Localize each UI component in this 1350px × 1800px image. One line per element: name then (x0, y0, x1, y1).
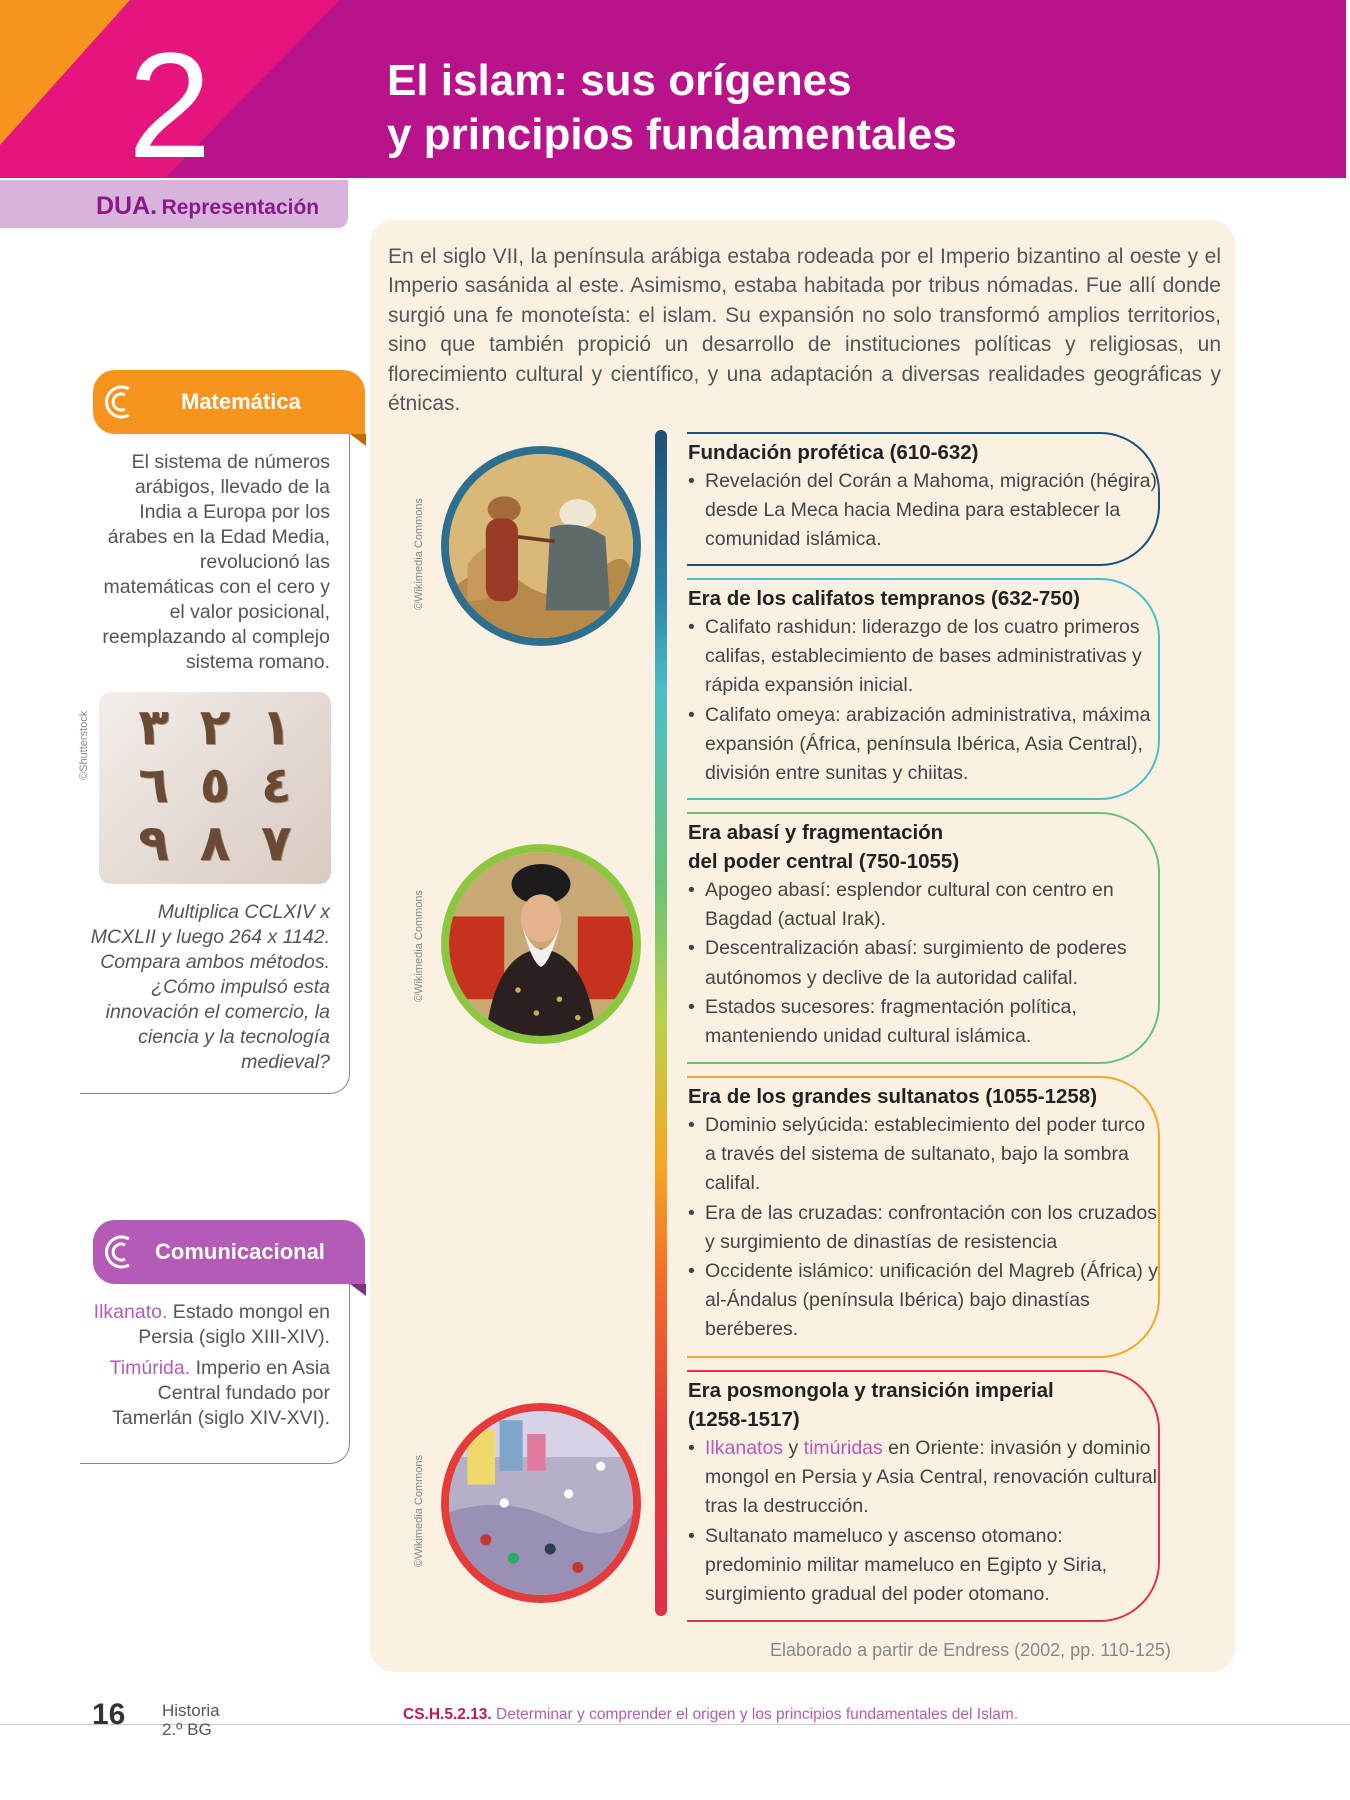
wikimedia-credit: ©Wikimedia Commons (413, 889, 425, 1002)
math-tab-label: Matemática (181, 389, 301, 414)
manuscript-illustration (449, 454, 633, 638)
era-early-caliphates (680, 584, 1160, 788)
math-question: Multiplica CCLXIV x MCXLII y luego 264 x 1142. Compara ambos métodos. ¿Cómo impulsó esta innovación el comercio, la ciencia y la tecnología medieval? (90, 901, 330, 1073)
sultan-portrait-illustration (449, 852, 633, 1036)
numeral: ٢ (199, 698, 231, 756)
era-title-line2: (1258-1517) (688, 1408, 800, 1431)
era-abbasid (680, 818, 1160, 1051)
chapter-title (387, 54, 957, 162)
era-title: Era de los califatos tempranos (632-750) (688, 587, 1080, 610)
era-title-line1: Era abasí y fragmentación (688, 821, 944, 844)
era-title: Era de los grandes sultanatos (1055-1258) (688, 1085, 1098, 1108)
chapter-number: 2 (128, 21, 212, 178)
portrait-prophetic (441, 446, 641, 646)
page-number: 16 (92, 1698, 126, 1731)
glossary-timurida (90, 1356, 330, 1431)
criterion-code: CS.H.5.2.13. (403, 1706, 492, 1723)
era-title-line1: Era posmongola y transición imperial (688, 1379, 1054, 1402)
tab-fold (350, 1284, 366, 1296)
chapter-title-line1: El islam: sus orígenes (387, 56, 852, 105)
glossary-term: Timúrida. (109, 1357, 191, 1379)
portrait-sultan (441, 844, 641, 1044)
era-post-mongol (680, 1376, 1160, 1609)
numeral: ٤ (261, 756, 292, 814)
intro-paragraph: En el siglo VII, la península arábiga estaba rodeada por el Imperio bizantino al oeste y el Imperio sasánida al este. Asimismo, estaba habitada por tribus nómadas. Fue allí donde surgió una fe monoteísta: el islam. Su expansión no solo transformó amplios territorios, sino que también propició un desarrollo de instituciones políticas y religiosas, un florecimiento cultural y científico, y una adaptación a diversas realidades geográficas y étnicas. (388, 245, 1221, 416)
c-swirl-icon (99, 380, 143, 424)
dua-type: Representación (161, 196, 320, 219)
glossary-def: Imperio en Asia Central fundado por Tamerlán (siglo XIV-XVI). (112, 1357, 330, 1429)
wikimedia-credit: ©Wikimedia Commons (413, 1454, 425, 1567)
connector: y (783, 1437, 804, 1459)
subject-label (162, 1701, 220, 1739)
era-item (688, 1434, 1160, 1522)
numeral: ٧ (261, 814, 292, 872)
c-swirl-icon (99, 1230, 143, 1274)
era-list (688, 1111, 1160, 1345)
era-item: • Apogeo abasí: esplendor cultural con centro en Bagdad (actual Irak). (688, 876, 1160, 934)
chapter-title-line2: y principios fundamentales (387, 110, 957, 159)
glossary-term: Ilkanatos (705, 1437, 784, 1459)
dua-label (0, 180, 348, 228)
glossary-term: timúridas (803, 1437, 883, 1459)
era-title (688, 818, 1160, 876)
comm-tab (93, 1220, 365, 1284)
arabic-numerals-image (99, 692, 331, 884)
era-item: • Occidente islámico: unificación del Magreb (África) y al-Ándalus (península Ibérica) bajo dinastías beréberes. (688, 1257, 1160, 1345)
comm-glossary (90, 1300, 330, 1437)
era-item: • Revelación del Corán a Mahoma, migración (hégira) desde La Meca hacia Medina para establecer la comunidad islámica. (688, 467, 1160, 555)
era-list (688, 1434, 1160, 1609)
timeline-bar (655, 430, 667, 1616)
numeral: ٣ (138, 698, 169, 756)
era-item-text: en Oriente: invasión y dominio mongol en Persia y Asia Central, renovación cultural tras la destrucción. (705, 1437, 1157, 1518)
era-title-line2: del poder central (750-1055) (688, 850, 960, 873)
era-item: • Sultanato mameluco y ascenso otomano: predominio militar mameluco en Egipto y Siria, surgimiento gradual del poder otomano. (688, 1522, 1160, 1610)
era-item: • Califato omeya: arabización administrativa, máxima expansión (África, península Ibérica, Asia Central), división entre sunitas y chiitas. (688, 701, 1160, 789)
portrait-battle (441, 1403, 641, 1603)
dua-prefix: DUA. (96, 192, 158, 220)
era-sultanates (680, 1082, 1160, 1345)
era-item: • Dominio selyúcida: establecimiento del poder turco a través del sistema de sultanato, bajo la sombra califal. (688, 1111, 1160, 1199)
glossary-ilkanato (90, 1300, 330, 1350)
shutterstock-credit: ©Shutterstock (78, 710, 90, 780)
era-list (688, 613, 1160, 788)
numeral: ٥ (199, 756, 231, 814)
era-title (688, 1376, 1160, 1434)
criterion-text: Determinar y comprender el origen y los principios fundamentales del Islam. (491, 1706, 1019, 1723)
numeral: ٩ (138, 814, 169, 872)
era-title: Fundación profética (610-632) (688, 441, 979, 464)
era-item: • Era de las cruzadas: confrontación con los cruzados y surgimiento de dinastías de resistencia (688, 1199, 1160, 1257)
grade-name: 2.º BG (162, 1720, 212, 1739)
skill-criterion (403, 1706, 1018, 1724)
glossary-term: Ilkanato. (93, 1301, 168, 1323)
glossary-def: Estado mongol en Persia (siglo XIII-XIV). (138, 1301, 330, 1348)
numeral: ٨ (199, 814, 231, 872)
battle-scene-illustration (449, 1411, 633, 1595)
subject-name: Historia (162, 1701, 220, 1720)
chapter-header (0, 0, 1350, 178)
era-prophetic (680, 438, 1160, 555)
era-list (688, 467, 1160, 555)
header-edge (1346, 0, 1350, 178)
comm-tab-label: Comunicacional (155, 1239, 325, 1264)
tab-fold (350, 434, 366, 446)
numeral: ٦ (138, 756, 169, 814)
era-list (688, 876, 1160, 1051)
era-item: • Califato rashidun: liderazgo de los cuatro primeros califas, establecimiento de bases administrativas y rápida expansión inicial. (688, 613, 1160, 701)
wikimedia-credit: ©Wikimedia Commons (413, 497, 425, 610)
era-item: • Descentralización abasí: surgimiento de poderes autónomos y declive de la autoridad califal. (688, 934, 1160, 992)
era-item: • Estados sucesores: fragmentación política, manteniendo unidad cultural islámica. (688, 993, 1160, 1051)
numeral: ١ (261, 698, 292, 756)
math-text: El sistema de números arábigos, llevado de la India a Europa por los árabes en la Edad Media, revolucionó las matemáticas con el cero y el valor posicional, reemplazando al complejo sistema romano. (102, 451, 330, 673)
math-tab (93, 370, 365, 434)
source-note: Elaborado a partir de Endress (2002, pp. 110-125) (770, 1640, 1171, 1660)
